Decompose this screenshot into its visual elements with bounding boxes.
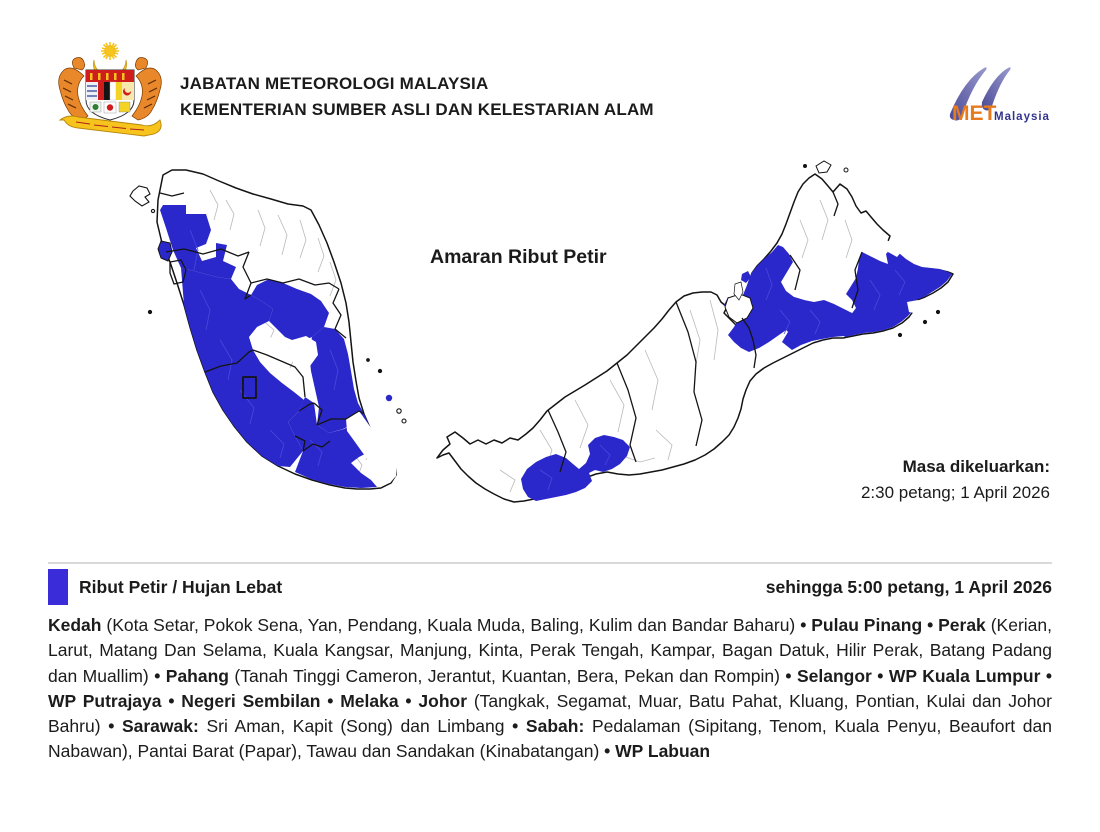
legend-valid-until: sehingga 5:00 petang, 1 April 2026 [765,576,1052,597]
map-title: Amaran Ribut Petir [430,246,607,268]
legend-label: Ribut Petir / Hujan Lebat [79,576,283,597]
issued-time-label: Masa dikeluarkan: [902,457,1050,476]
issued-time [861,454,1050,506]
met-logo-country-text: Malaysia [994,111,1050,123]
borneo-malaysia-map [437,161,953,502]
legend-row [48,569,1052,605]
legend-color-swatch [48,569,68,605]
borneo-outline [437,174,953,502]
warning-areas-text: Kedah (Kota Setar, Pokok Sena, Yan, Pendang, Kuala Muda, Baling, Kulim dan Bandar Baharu) • Pulau Pinang • Perak (Kerian, Larut, Matang Dan Selama, Kuala Kangsar, Manjung, Kinta, Perak Tengah, Kampar, Bagan Datuk, Hilir Perak, Batang Padang dan Muallim) • Pahang (Tanah Tinggi Cameron, Jerantut, Kuantan, Bera, Pekan dan Rompin) • Selangor • WP Kuala Lumpur • WP Putrajaya • Negeri Sembilan • Melaka • Johor (Tangkak, Segamat, Muar, Batu Pahat, Kluang, Pontian, Kulai dan Johor Bahru) • Sarawak: Sri Aman, Kapit (Song) dan Limbang • Sabah: Pedalaman (Sipitang, Tenom, Kuala Penyu, Beaufort dan Nabawan), Pantai Barat (Papar), Tawau dan Sandakan (Kinabatangan) • WP Labuan [48,615,1053,762]
peninsular-malaysia-map [130,170,406,489]
ministry-name: KEMENTERIAN SUMBER ASLI DAN KELESTARIAN ALAM [180,100,654,119]
agency-name: JABATAN METEOROLOGI MALAYSIA [180,74,489,93]
issued-time-value: 2:30 petang; 1 April 2026 [860,483,1050,502]
divider-line [48,562,1052,564]
met-logo-text: MET [952,102,997,125]
